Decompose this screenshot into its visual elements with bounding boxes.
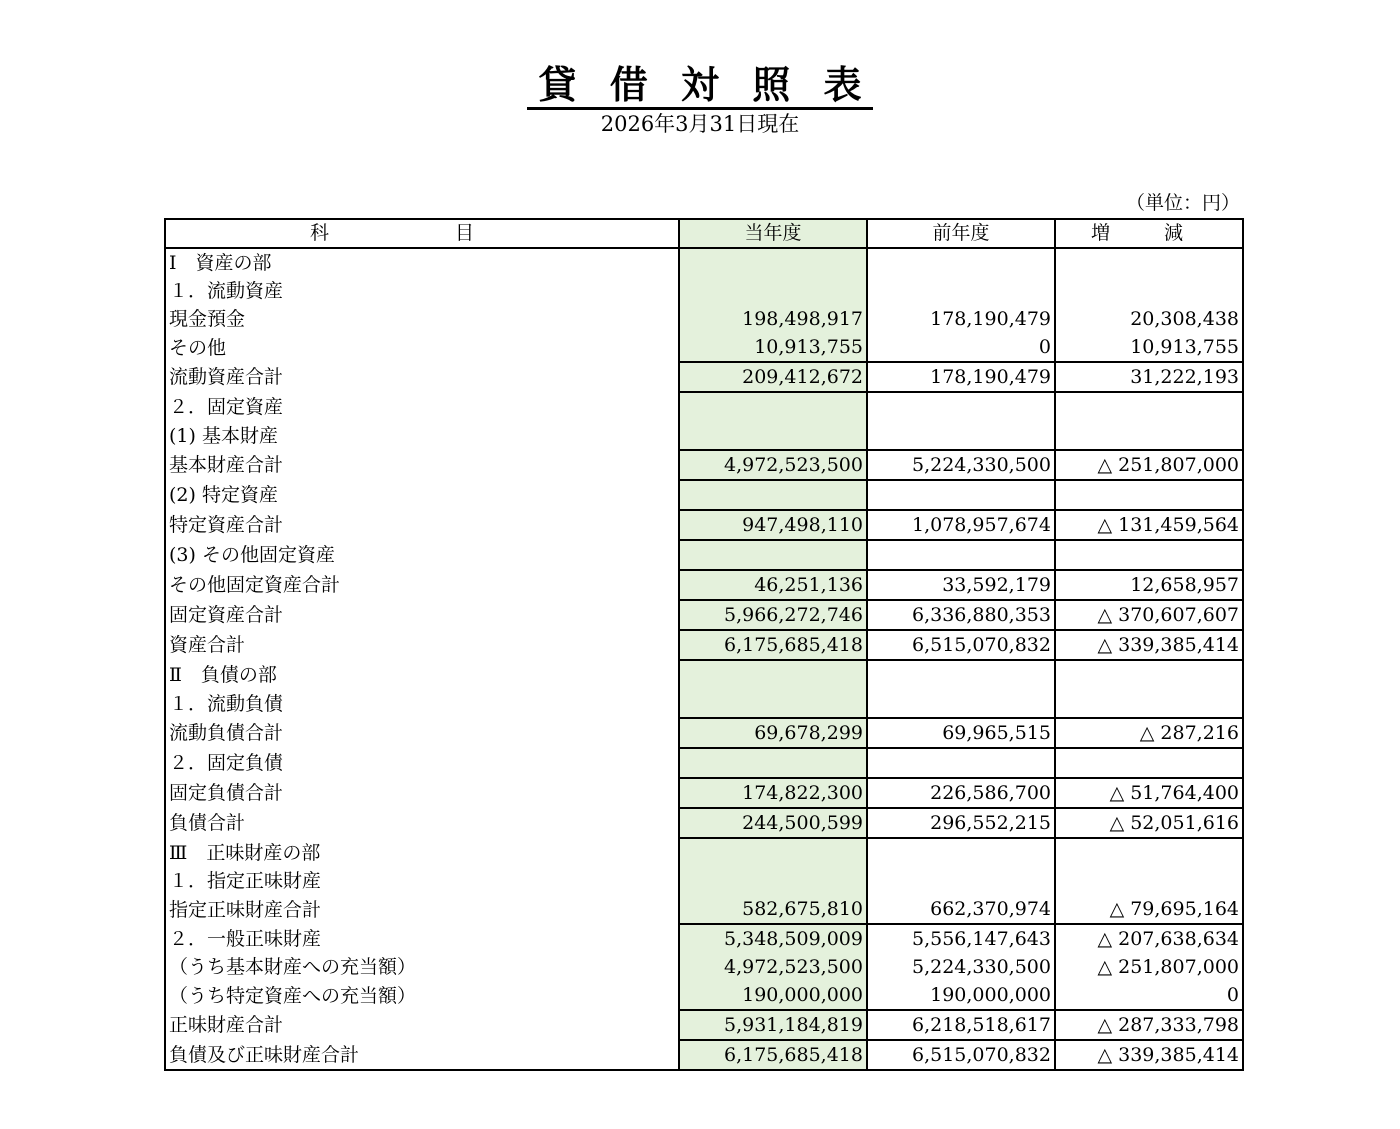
diff-value: [1055, 838, 1243, 867]
table-row: [165, 1040, 1243, 1070]
previous-value: 5,224,330,500: [867, 450, 1055, 480]
table-header-row: [165, 219, 1243, 248]
previous-value: 69,965,515: [867, 718, 1055, 748]
table-row: [165, 895, 1243, 924]
previous-value: [867, 748, 1055, 778]
current-value: [679, 392, 867, 421]
current-value: 209,412,672: [679, 362, 867, 392]
column-header-diff: 増 減: [1055, 219, 1243, 248]
diff-value: 12,658,957: [1055, 570, 1243, 600]
row-label: （うち基本財産への充当額）: [165, 953, 679, 981]
diff-value: [1055, 392, 1243, 421]
table-row: [165, 277, 1243, 305]
current-value: [679, 689, 867, 718]
current-value: 5,966,272,746: [679, 600, 867, 630]
diff-value: [1055, 421, 1243, 450]
current-value: [679, 867, 867, 895]
diff-value: [1055, 867, 1243, 895]
row-label: 正味財産合計: [165, 1010, 679, 1040]
current-value: 4,972,523,500: [679, 450, 867, 480]
table-row: [165, 630, 1243, 660]
current-value: [679, 480, 867, 510]
table-row: [165, 333, 1243, 362]
column-header-current: 当年度: [679, 219, 867, 248]
previous-value: [867, 867, 1055, 895]
row-label: １．流動負債: [165, 689, 679, 718]
previous-value: [867, 838, 1055, 867]
diff-value: △ 131,459,564: [1055, 510, 1243, 540]
row-label: ２．固定資産: [165, 392, 679, 421]
table-row: [165, 540, 1243, 570]
diff-value: △ 339,385,414: [1055, 630, 1243, 660]
row-label: (3) その他固定資産: [165, 540, 679, 570]
table-row: [165, 660, 1243, 689]
table-row: [165, 748, 1243, 778]
table-row: [165, 867, 1243, 895]
previous-value: 0: [867, 333, 1055, 362]
row-label: (2) 特定資産: [165, 480, 679, 510]
balance-sheet-table: [164, 218, 1244, 1071]
row-label: 資産合計: [165, 630, 679, 660]
report-date: 2026年3月31日現在: [600, 112, 800, 136]
current-value: 190,000,000: [679, 981, 867, 1010]
row-label: ２．一般正味財産: [165, 924, 679, 953]
current-value: 4,972,523,500: [679, 953, 867, 981]
previous-value: [867, 392, 1055, 421]
current-value: 46,251,136: [679, 570, 867, 600]
table-row: [165, 450, 1243, 480]
diff-value: △ 287,216: [1055, 718, 1243, 748]
table-row: [165, 600, 1243, 630]
previous-value: 1,078,957,674: [867, 510, 1055, 540]
unit-label: （単位：円）: [1125, 192, 1240, 214]
previous-value: 6,515,070,832: [867, 1040, 1055, 1070]
previous-value: [867, 248, 1055, 277]
table-row: [165, 778, 1243, 808]
previous-value: 6,218,518,617: [867, 1010, 1055, 1040]
current-value: [679, 421, 867, 450]
previous-value: [867, 421, 1055, 450]
previous-value: [867, 277, 1055, 305]
table-row: [165, 570, 1243, 600]
diff-value: △ 51,764,400: [1055, 778, 1243, 808]
current-value: [679, 277, 867, 305]
diff-value: △ 339,385,414: [1055, 1040, 1243, 1070]
diff-value: [1055, 248, 1243, 277]
document-title: 貸 借 対 照 表: [0, 62, 1400, 108]
current-value: 947,498,110: [679, 510, 867, 540]
current-value: 6,175,685,418: [679, 1040, 867, 1070]
diff-value: △ 370,607,607: [1055, 600, 1243, 630]
diff-value: △ 79,695,164: [1055, 895, 1243, 924]
diff-value: △ 251,807,000: [1055, 450, 1243, 480]
row-label: Ⅱ 負債の部: [165, 660, 679, 689]
previous-value: [867, 660, 1055, 689]
table-row: [165, 924, 1243, 953]
previous-value: 33,592,179: [867, 570, 1055, 600]
row-label: 指定正味財産合計: [165, 895, 679, 924]
current-value: 10,913,755: [679, 333, 867, 362]
previous-value: 6,336,880,353: [867, 600, 1055, 630]
diff-value: △ 207,638,634: [1055, 924, 1243, 953]
previous-value: 226,586,700: [867, 778, 1055, 808]
table-row: [165, 305, 1243, 333]
previous-value: 178,190,479: [867, 305, 1055, 333]
row-label: 固定資産合計: [165, 600, 679, 630]
current-value: 582,675,810: [679, 895, 867, 924]
row-label: 負債及び正味財産合計: [165, 1040, 679, 1070]
table-row: [165, 248, 1243, 277]
current-value: 6,175,685,418: [679, 630, 867, 660]
diff-value: 31,222,193: [1055, 362, 1243, 392]
diff-value: [1055, 480, 1243, 510]
diff-value: 10,913,755: [1055, 333, 1243, 362]
table-row: [165, 362, 1243, 392]
current-value: 198,498,917: [679, 305, 867, 333]
row-label: （うち特定資産への充当額）: [165, 981, 679, 1010]
previous-value: [867, 540, 1055, 570]
previous-value: 178,190,479: [867, 362, 1055, 392]
current-value: 244,500,599: [679, 808, 867, 838]
row-label: １．指定正味財産: [165, 867, 679, 895]
table-row: [165, 838, 1243, 867]
current-value: [679, 248, 867, 277]
diff-value: △ 251,807,000: [1055, 953, 1243, 981]
diff-value: 0: [1055, 981, 1243, 1010]
previous-value: 5,224,330,500: [867, 953, 1055, 981]
current-value: 174,822,300: [679, 778, 867, 808]
previous-value: 296,552,215: [867, 808, 1055, 838]
row-label: 基本財産合計: [165, 450, 679, 480]
current-value: [679, 660, 867, 689]
diff-value: [1055, 277, 1243, 305]
table-row: [165, 718, 1243, 748]
row-label: その他固定資産合計: [165, 570, 679, 600]
diff-value: [1055, 689, 1243, 718]
column-header-item: 科 目: [165, 219, 679, 248]
previous-value: 190,000,000: [867, 981, 1055, 1010]
row-label: 流動資産合計: [165, 362, 679, 392]
previous-value: 662,370,974: [867, 895, 1055, 924]
table-row: [165, 808, 1243, 838]
current-value: 5,348,509,009: [679, 924, 867, 953]
previous-value: [867, 689, 1055, 718]
current-value: [679, 748, 867, 778]
column-header-previous: 前年度: [867, 219, 1055, 248]
row-label: (1) 基本財産: [165, 421, 679, 450]
table-row: [165, 953, 1243, 981]
row-label: 現金預金: [165, 305, 679, 333]
diff-value: [1055, 660, 1243, 689]
diff-value: △ 287,333,798: [1055, 1010, 1243, 1040]
current-value: [679, 838, 867, 867]
current-value: [679, 540, 867, 570]
previous-value: 5,556,147,643: [867, 924, 1055, 953]
row-label: 負債合計: [165, 808, 679, 838]
current-value: 5,931,184,819: [679, 1010, 867, 1040]
row-label: その他: [165, 333, 679, 362]
previous-value: 6,515,070,832: [867, 630, 1055, 660]
diff-value: [1055, 540, 1243, 570]
diff-value: △ 52,051,616: [1055, 808, 1243, 838]
table-row: [165, 689, 1243, 718]
row-label: 特定資産合計: [165, 510, 679, 540]
row-label: 流動負債合計: [165, 718, 679, 748]
table-row: [165, 510, 1243, 540]
row-label: Ⅰ 資産の部: [165, 248, 679, 277]
diff-value: [1055, 748, 1243, 778]
diff-value: 20,308,438: [1055, 305, 1243, 333]
table-row: [165, 981, 1243, 1010]
row-label: １．流動資産: [165, 277, 679, 305]
table-row: [165, 421, 1243, 450]
previous-value: [867, 480, 1055, 510]
row-label: ２．固定負債: [165, 748, 679, 778]
row-label: Ⅲ 正味財産の部: [165, 838, 679, 867]
table-row: [165, 480, 1243, 510]
table-row: [165, 392, 1243, 421]
current-value: 69,678,299: [679, 718, 867, 748]
table-row: [165, 1010, 1243, 1040]
row-label: 固定負債合計: [165, 778, 679, 808]
